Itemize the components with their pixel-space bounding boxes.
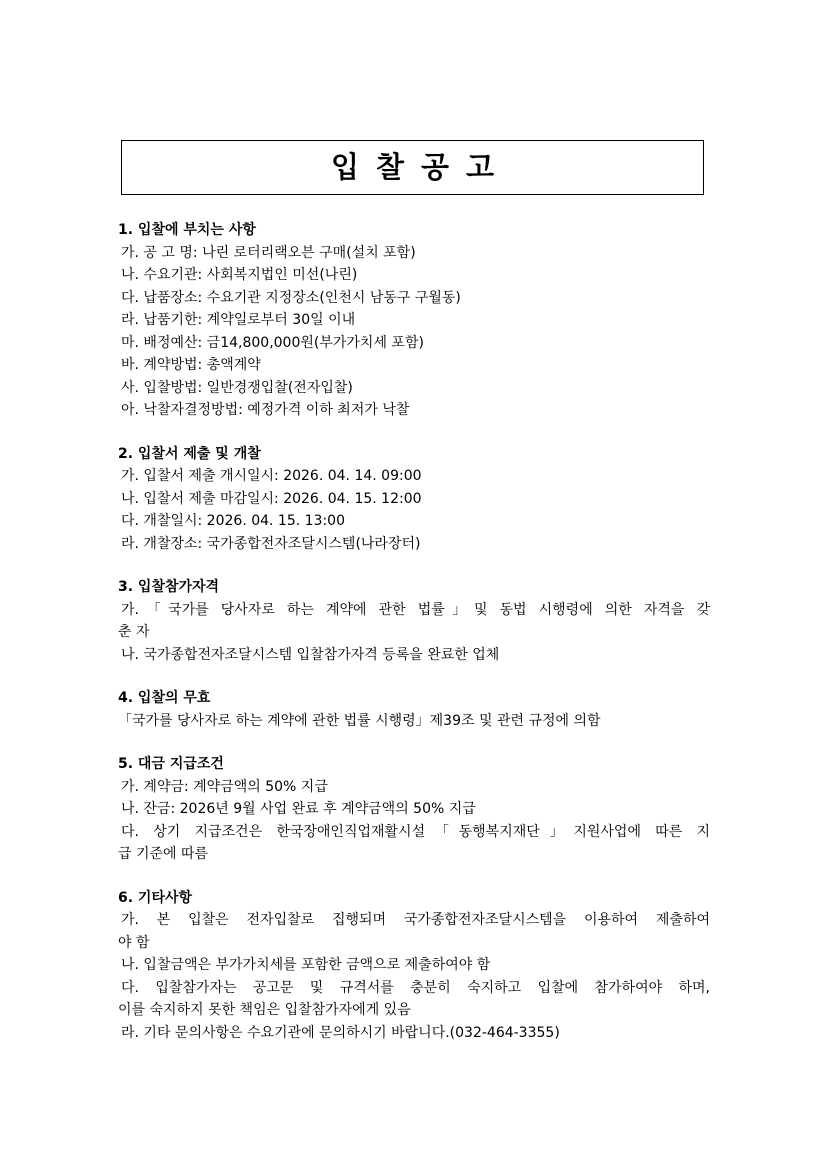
- section-item: 라. 기타 문의사항은 수요기관에 문의하시기 바랍니다.(032-464-3355): [121, 1024, 560, 1041]
- section-item: 가. 공 고 명: 나린 로터리랙오븐 구매(설치 포함): [121, 244, 416, 261]
- section-item: 다. 개찰일시: 2026. 04. 15. 13:00: [121, 513, 345, 529]
- section-item: 가. 입찰서 제출 개시일시: 2026. 04. 14. 09:00: [121, 468, 422, 484]
- document-body: [118, 219, 710, 1065]
- section-item: 나. 수요기관: 사회복지법인 미선(나린): [121, 267, 358, 283]
- section-item: 나. 잔금: 2026년 9월 사업 완료 후 계약금액의 50% 지급: [121, 801, 476, 817]
- section-item: 다. 입찰참가자는 공고문 및 규격서를 충분히 숙지하고 입찰에 참가하여야 하며,: [121, 979, 710, 996]
- section-item-continuation: 이를 숙지하지 못한 책임은 입찰참가자에게 있음: [118, 1002, 411, 1018]
- section-item: 마. 배정예산: 금14,800,000원(부가가치세 포함): [121, 334, 424, 351]
- section-item: 다. 납품장소: 수요기관 지정장소(인천시 남동구 구월동): [121, 289, 461, 306]
- section-item: 가.「국가를 당사자로 하는 계약에 관한 법률」및 동법 시행령에 의한 자격을 갖: [121, 601, 710, 618]
- section-item: 다. 상기 지급조건은 한국장애인직업재활시설「동행복지재단」지원사업에 따른 지: [121, 823, 710, 840]
- section-heading: 1. 입찰에 부치는 사항: [118, 222, 256, 238]
- section-item: 나. 입찰서 제출 마감일시: 2026. 04. 15. 12:00: [121, 490, 422, 507]
- section-item: 바. 계약방법: 총액계약: [121, 357, 261, 373]
- section-submission-opening: [118, 443, 710, 556]
- section-item: 아. 낙찰자결정방법: 예정가격 이하 최저가 낙찰: [121, 402, 410, 418]
- section-item: 「국가를 당사자로 하는 계약에 관한 법률 시행령」제39조 및 관련 규정에 의함: [118, 712, 601, 729]
- section-eligibility: [118, 576, 710, 666]
- section-item: 가. 본 입찰은 전자입찰로 집행되며 국가종합전자조달시스템을 이용하여 제출하여: [121, 912, 710, 928]
- title-box: [121, 140, 704, 195]
- section-heading: 6. 기타사항: [118, 889, 193, 906]
- section-item-continuation: 춘 자: [118, 624, 150, 640]
- document-title: 입찰공고: [330, 150, 512, 184]
- section-heading: 4. 입찰의 무효: [118, 690, 211, 706]
- section-item: 가. 계약금: 계약금액의 50% 지급: [121, 778, 328, 795]
- section-item: 라. 개찰장소: 국가종합전자조달시스템(나라장터): [121, 535, 421, 552]
- section-item: 나. 입찰금액은 부가가치세를 포함한 금액으로 제출하여야 함: [121, 957, 491, 973]
- section-heading: 2. 입찰서 제출 및 개찰: [118, 445, 261, 462]
- section-invalidity: [118, 687, 710, 732]
- section-heading: 3. 입찰참가자격: [118, 579, 220, 595]
- section-other-matters: [118, 887, 710, 1045]
- section-payment-terms: [118, 753, 710, 866]
- section-item-continuation: 야 함: [118, 934, 150, 951]
- section-heading: 5. 대금 지급조건: [118, 756, 224, 772]
- section-item: 나. 국가종합전자조달시스템 입찰참가자격 등록을 완료한 업체: [121, 646, 500, 663]
- section-item: 사. 입찰방법: 일반경쟁입찰(전자입찰): [121, 379, 353, 396]
- section-item: 라. 납품기한: 계약일로부터 30일 이내: [121, 312, 356, 328]
- section-bid-matters: [118, 219, 710, 422]
- section-item-continuation: 급 기준에 따름: [118, 846, 209, 862]
